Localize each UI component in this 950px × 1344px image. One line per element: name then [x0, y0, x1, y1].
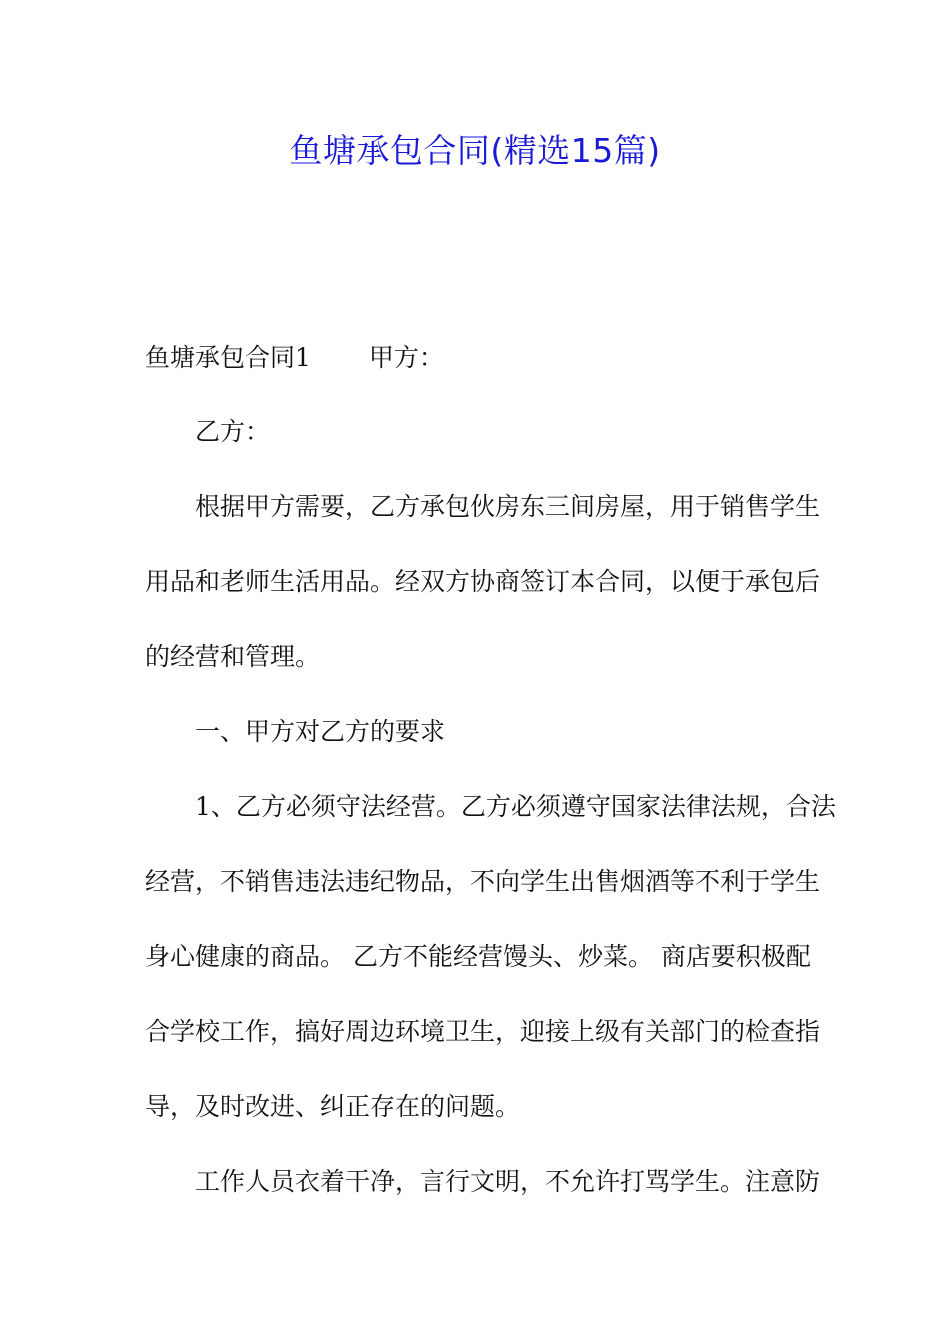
paragraph-line: 导，及时改进、纠正存在的问题。 [145, 1092, 521, 1121]
section-heading: 一、甲方对乙方的要求 [195, 717, 446, 746]
paragraph-line: 合学校工作，搞好周边环境卫生，迎接上级有关部门的检查指 [145, 1017, 821, 1046]
contract-number-label: 鱼塘承包合同1 [145, 343, 311, 372]
paragraph-line: 的经营和管理。 [145, 642, 321, 671]
paragraph-line: 根据甲方需要，乙方承包伙房东三间房屋，用于销售学生 [195, 492, 821, 521]
heading-line [145, 340, 444, 376]
paragraph-line: 用品和老师生活用品。经双方协商签订本合同，以便于承包后 [145, 567, 821, 596]
document-title: 鱼塘承包合同(精选15篇) [289, 131, 661, 170]
paragraph-line: 工作人员衣着干净，言行文明，不允许打骂学生。注意防 [195, 1167, 821, 1196]
document-body-continued [145, 1164, 821, 1204]
paragraph-line: 经营，不销售违法违纪物品，不向学生出售烟酒等不利于学生 [145, 867, 821, 896]
paragraph-line: 1、乙方必须守法经营。乙方必须遵守国家法律法规，合法 [195, 792, 836, 821]
document-body [145, 340, 836, 1140]
party-a-label: 甲方： [368, 343, 444, 372]
paragraph-line: 身心健康的商品。 乙方不能经营馒头、炒菜。 商店要积极配 [145, 942, 811, 971]
party-b-label: 乙方： [195, 417, 271, 446]
